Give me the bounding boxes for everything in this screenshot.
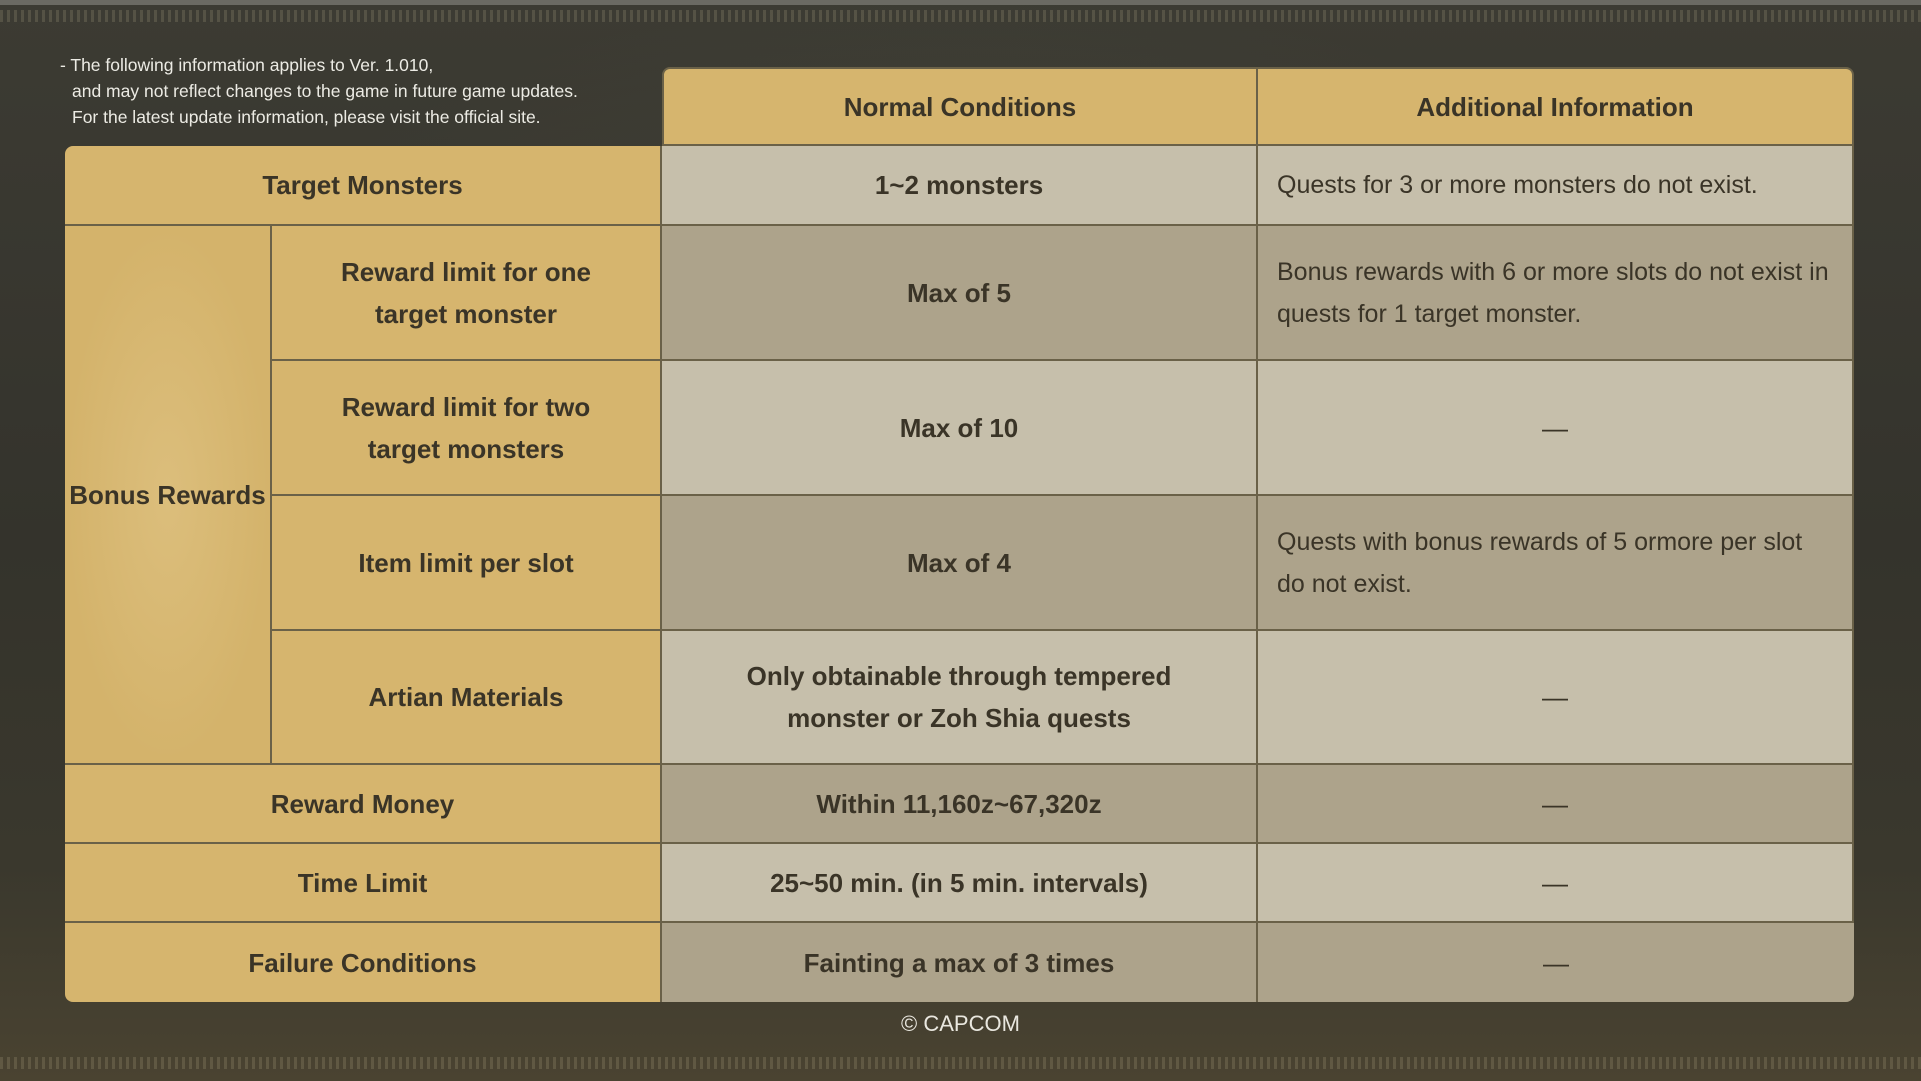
failure-conditions-normal: Fainting a max of 3 times <box>662 923 1258 1002</box>
label-time-limit: Time Limit <box>65 844 662 923</box>
target-monsters-normal: 1~2 monsters <box>662 146 1258 226</box>
time-limit-info: — <box>1258 844 1854 923</box>
failure-conditions-info: — <box>1258 923 1854 1002</box>
reward-money-normal: Within 11,160z~67,320z <box>662 765 1258 844</box>
reward-limit-two-normal: Max of 10 <box>662 361 1258 496</box>
item-limit-info: Quests with bonus rewards of 5 ormore per slot do not exist. <box>1258 496 1854 631</box>
decorative-border-top <box>0 10 1921 22</box>
decorative-border-bottom <box>0 1057 1921 1069</box>
reward-limit-one-normal: Max of 5 <box>662 226 1258 361</box>
label-item-limit: Item limit per slot <box>272 496 662 631</box>
target-monsters-info: Quests for 3 or more monsters do not exist. <box>1258 146 1854 226</box>
label-target-monsters: Target Monsters <box>65 146 662 226</box>
item-limit-normal: Max of 4 <box>662 496 1258 631</box>
notice-line-1: - The following information applies to Ver. 1.010, <box>60 55 434 75</box>
label-reward-money: Reward Money <box>65 765 662 844</box>
notice-line-3: For the latest update information, please visit the official site. <box>72 107 541 127</box>
top-edge-line <box>0 0 1921 5</box>
header-normal-conditions: Normal Conditions <box>662 67 1258 146</box>
quest-conditions-table <box>65 67 1853 996</box>
notice-line-2: and may not reflect changes to the game in future game updates. <box>72 81 578 101</box>
reward-limit-two-info: — <box>1258 361 1854 496</box>
reward-limit-one-info: Bonus rewards with 6 or more slots do not exist in quests for 1 target monster. <box>1258 226 1854 361</box>
artian-materials-normal: Only obtainable through tempered monster or Zoh Shia quests <box>662 631 1258 765</box>
time-limit-normal: 25~50 min. (in 5 min. intervals) <box>662 844 1258 923</box>
artian-materials-info: — <box>1258 631 1854 765</box>
header-additional-information: Additional Information <box>1258 67 1854 146</box>
label-bonus-rewards: Bonus Rewards <box>65 226 272 765</box>
reward-money-info: — <box>1258 765 1854 844</box>
label-reward-limit-two: Reward limit for two target monsters <box>272 361 662 496</box>
label-reward-limit-one: Reward limit for one target monster <box>272 226 662 361</box>
copyright-text: © CAPCOM <box>901 1011 1020 1036</box>
label-artian-materials: Artian Materials <box>272 631 662 765</box>
label-failure-conditions: Failure Conditions <box>65 923 662 1002</box>
